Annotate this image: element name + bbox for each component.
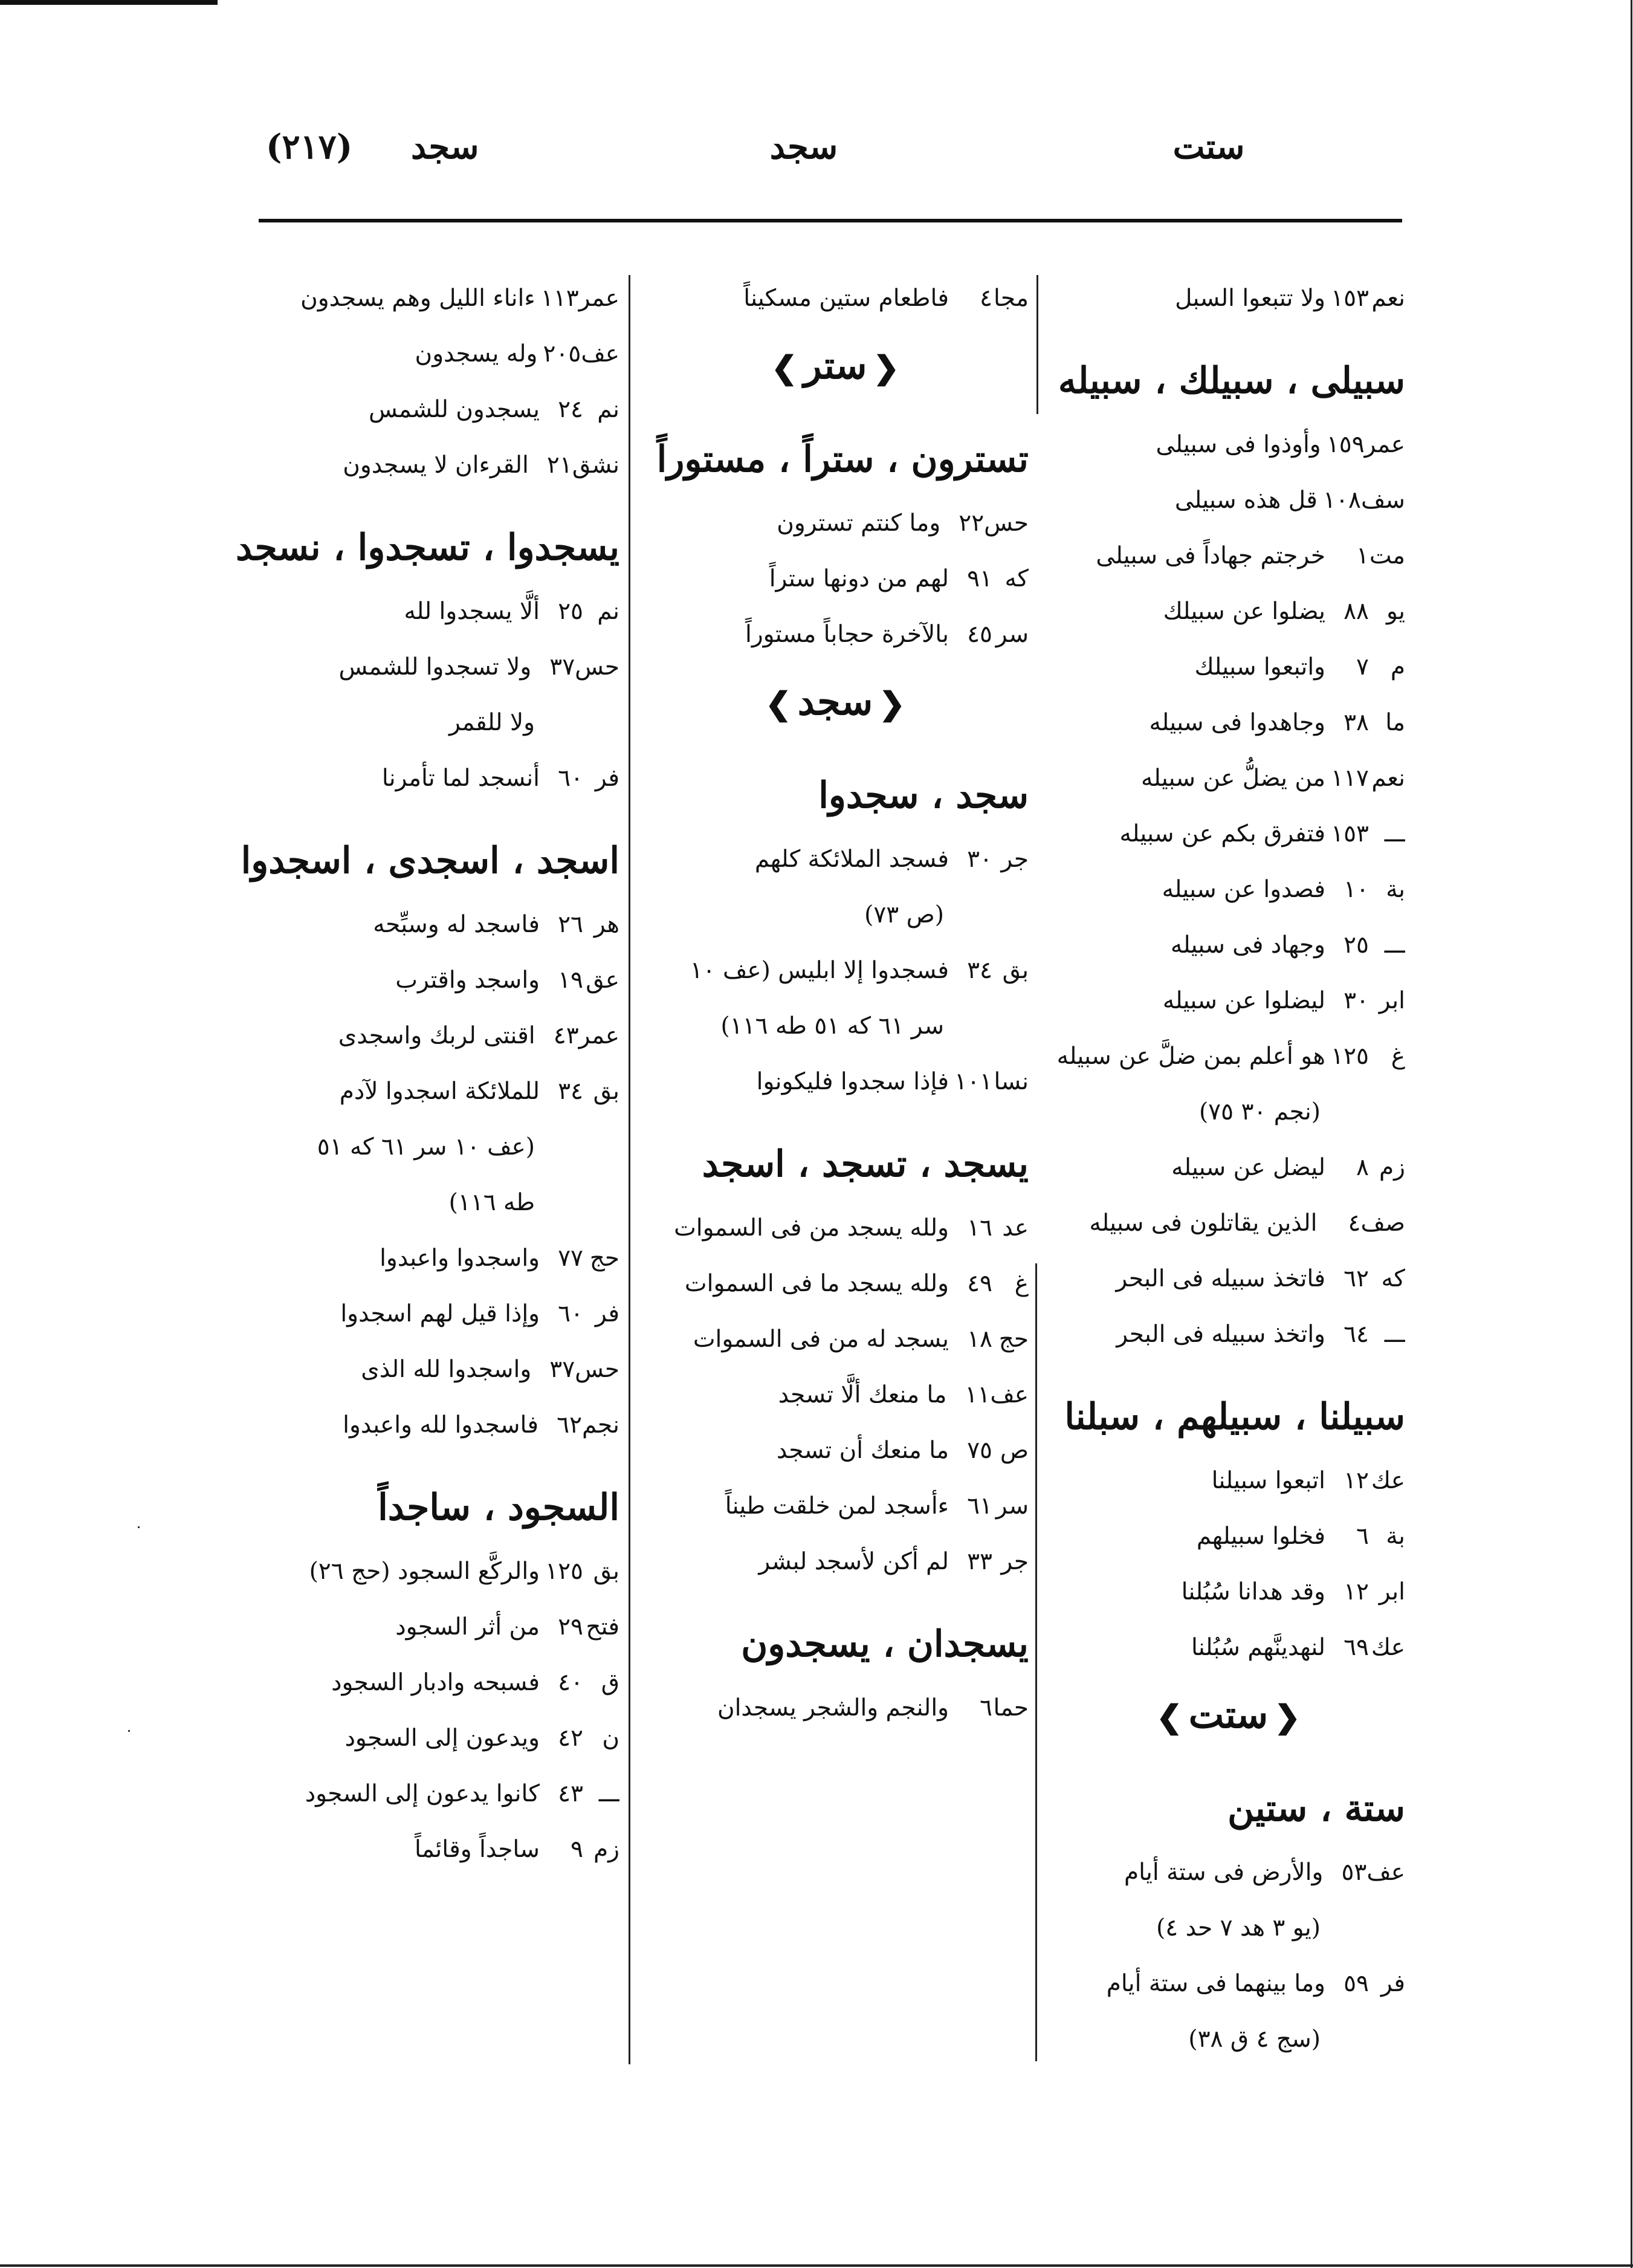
surah-abbrev: بق bbox=[593, 1558, 619, 1585]
verse-excerpt: وما كنتم تسترون bbox=[777, 510, 941, 537]
surah-abbrev: فر bbox=[595, 1300, 619, 1327]
verse-excerpt: الذين يقاتلون فى سبيله bbox=[1089, 1210, 1318, 1237]
right-column bbox=[1052, 271, 1405, 2067]
word-form-heading: السجود ، ساجداً bbox=[378, 1486, 619, 1529]
index-entry bbox=[233, 751, 619, 806]
index-entry bbox=[1052, 1509, 1405, 1564]
verse-number: ٤٣ bbox=[553, 1022, 579, 1049]
surah-abbrev: جر bbox=[1001, 1548, 1029, 1575]
surah-abbrev: عف bbox=[990, 1381, 1029, 1408]
surah-abbrev: بة bbox=[1386, 1523, 1405, 1550]
verse-excerpt: ولا تسجدوا للشمس bbox=[338, 653, 532, 681]
verse-number: ١١٣ bbox=[540, 285, 579, 312]
verse-number: ٦ bbox=[980, 1694, 992, 1722]
index-entry bbox=[233, 1231, 619, 1286]
index-entry bbox=[233, 1822, 619, 1878]
entry-continuation: (نجم ٣٠ ٧٥) bbox=[1198, 1098, 1321, 1126]
verse-excerpt: فخلوا سبيلهم bbox=[1196, 1523, 1325, 1550]
surah-abbrev: حس bbox=[575, 1356, 619, 1383]
surah-abbrev: سر bbox=[995, 621, 1029, 648]
verse-number: ٦٢ bbox=[1344, 1265, 1369, 1292]
verse-excerpt: اقنتى لربك واسجدى bbox=[338, 1022, 535, 1049]
verse-excerpt: أنسجد لما تأمرنا bbox=[381, 765, 540, 792]
verse-excerpt: ولا تتبعوا السبل bbox=[1175, 285, 1325, 312]
scan-speck bbox=[128, 1730, 130, 1732]
verse-excerpt: فاسجد له وسبِّحه bbox=[373, 911, 540, 938]
verse-number: ٩ bbox=[571, 1836, 583, 1863]
index-entry bbox=[1052, 584, 1405, 640]
column-separator bbox=[1036, 275, 1038, 414]
surah-abbrev: عمر bbox=[578, 285, 619, 312]
verse-excerpt: ءأسجد لمن خلقت طيناً bbox=[725, 1492, 949, 1520]
spacer bbox=[642, 741, 1029, 759]
index-entry bbox=[233, 1064, 619, 1119]
surah-abbrev: ـــ bbox=[598, 1780, 619, 1807]
bottom-border bbox=[0, 2264, 1633, 2267]
root-heading bbox=[642, 326, 1029, 405]
surah-abbrev: حج bbox=[998, 1326, 1029, 1353]
index-entry bbox=[642, 832, 1029, 887]
index-entry bbox=[1052, 918, 1405, 973]
spacer bbox=[1052, 326, 1405, 345]
index-entry bbox=[233, 382, 619, 438]
verse-number: ٢٥ bbox=[558, 598, 583, 625]
verse-excerpt: وما بينهما فى ستة أيام bbox=[1106, 1970, 1325, 1997]
surah-abbrev: زم bbox=[593, 1836, 619, 1863]
surah-abbrev: غ bbox=[1391, 1043, 1405, 1070]
verse-number: ٨٨ bbox=[1344, 598, 1369, 625]
header-left-word: سجد bbox=[411, 127, 479, 167]
surah-abbrev: كه bbox=[1381, 1265, 1405, 1292]
verse-number: ٦٤ bbox=[1344, 1321, 1369, 1348]
verse-number: ١٩ bbox=[558, 967, 583, 994]
surah-abbrev: ن bbox=[602, 1725, 619, 1752]
verse-number: ١٥٣ bbox=[1331, 820, 1369, 847]
index-entry bbox=[233, 438, 619, 493]
verse-number: ٢٩ bbox=[558, 1613, 583, 1641]
verse-number: ٦٠ bbox=[558, 765, 583, 792]
surah-abbrev: هر bbox=[593, 911, 619, 938]
verse-number: ٦١ bbox=[967, 1492, 992, 1520]
verse-excerpt: ساجداً وقائماً bbox=[414, 1836, 540, 1863]
index-entry bbox=[1052, 1307, 1405, 1362]
surah-abbrev: ـــ bbox=[1384, 932, 1405, 959]
surah-abbrev: عك bbox=[1371, 1467, 1405, 1494]
index-entry bbox=[1052, 417, 1405, 473]
index-entry bbox=[1052, 695, 1405, 751]
ornament-right-icon: ❮ bbox=[879, 685, 905, 722]
verse-excerpt: ما منعك ألَّا تسجد bbox=[778, 1381, 947, 1408]
entry-continuation: ولا للقمر bbox=[448, 709, 535, 736]
index-entry bbox=[233, 1342, 619, 1398]
verse-excerpt: فسبحه وادبار السجود bbox=[331, 1669, 540, 1696]
index-entry bbox=[642, 271, 1029, 326]
verse-excerpt: يسجدون للشمس bbox=[368, 396, 540, 423]
verse-number: ١٨ bbox=[967, 1326, 992, 1353]
index-entry bbox=[233, 1711, 619, 1766]
verse-excerpt: يضلوا عن سبيلك bbox=[1163, 598, 1325, 625]
header-right-word: ستت bbox=[1172, 127, 1245, 167]
verse-number: ٢٢ bbox=[959, 510, 985, 537]
verse-number: ٣٨ bbox=[1344, 709, 1369, 736]
surah-abbrev: حس bbox=[575, 653, 619, 681]
verse-number: ٤٠ bbox=[558, 1669, 583, 1696]
verse-excerpt: ألَّا يسجدوا لله bbox=[404, 598, 540, 625]
verse-number: ٤ bbox=[1348, 1210, 1361, 1237]
verse-number: ٣٤ bbox=[558, 1078, 583, 1105]
word-form-heading: سجد ، سجدوا bbox=[818, 774, 1029, 817]
word-form-heading: تسترون ، ستراً ، مستوراً bbox=[656, 438, 1029, 481]
index-entry bbox=[1052, 1564, 1405, 1620]
surah-abbrev: صف bbox=[1360, 1210, 1405, 1237]
verse-number: ١٦ bbox=[967, 1214, 992, 1242]
verse-excerpt: فصدوا عن سبيله bbox=[1162, 876, 1325, 903]
verse-number: ١٠١ bbox=[954, 1068, 992, 1095]
surah-abbrev: ص bbox=[1000, 1437, 1029, 1464]
index-entry bbox=[1052, 1140, 1405, 1196]
surah-abbrev: ـــ bbox=[1384, 820, 1405, 847]
verse-excerpt: وأوذوا فى سبيلى bbox=[1156, 431, 1321, 458]
verse-number: ٥٣ bbox=[1341, 1859, 1367, 1886]
index-entry bbox=[233, 1599, 619, 1655]
index-entry bbox=[1052, 1956, 1405, 2012]
verse-excerpt: واسجدوا واعبدوا bbox=[380, 1245, 540, 1272]
ornament-left-icon: ❯ bbox=[765, 685, 792, 722]
verse-number: ٦٠ bbox=[558, 1300, 583, 1327]
entry-continuation: طه ١١٦) bbox=[448, 1189, 535, 1216]
index-entry bbox=[233, 897, 619, 953]
verse-number: ١٢ bbox=[1344, 1467, 1369, 1494]
index-entry bbox=[642, 607, 1029, 663]
verse-number: ٢٥ bbox=[1344, 932, 1369, 959]
index-entry bbox=[233, 1655, 619, 1711]
verse-number: ٣٠ bbox=[1344, 987, 1369, 1014]
index-entry bbox=[233, 1544, 619, 1599]
left-column bbox=[233, 271, 619, 1878]
verse-number: ١٠٨ bbox=[1323, 487, 1361, 514]
index-entry bbox=[1052, 751, 1405, 806]
surah-abbrev: حس bbox=[984, 510, 1029, 537]
top-edge-bar bbox=[0, 0, 218, 5]
verse-excerpt: يسجد له من فى السموات bbox=[693, 1326, 949, 1353]
verse-number: ١ bbox=[1356, 542, 1369, 569]
surah-abbrev: زم bbox=[1379, 1154, 1405, 1181]
verse-excerpt: القرءان لا يسجدون bbox=[343, 452, 529, 479]
verse-number: ٦٢ bbox=[557, 1411, 582, 1439]
word-form-heading: ستة ، ستين bbox=[1227, 1787, 1405, 1830]
index-entry bbox=[233, 1398, 619, 1453]
ornament-left-icon: ❯ bbox=[1156, 1699, 1183, 1735]
word-form-heading: اسجد ، اسجدى ، اسجدوا bbox=[241, 840, 619, 882]
page-number: (٢١٧) bbox=[266, 127, 353, 167]
index-entry bbox=[1052, 1196, 1405, 1251]
verse-number: ٨ bbox=[1356, 1154, 1369, 1181]
index-entry bbox=[233, 271, 619, 326]
index-entry bbox=[233, 953, 619, 1008]
verse-excerpt: للملائكة اسجدوا لآدم bbox=[339, 1078, 540, 1105]
column-separator bbox=[629, 275, 630, 2064]
index-entry bbox=[642, 551, 1029, 607]
verse-number: ٢١ bbox=[546, 452, 572, 479]
verse-excerpt: فاسجدوا لله واعبدوا bbox=[343, 1411, 538, 1439]
spacer bbox=[642, 405, 1029, 423]
verse-excerpt: واسجدوا لله الذى bbox=[361, 1356, 532, 1383]
spacer bbox=[1052, 1362, 1405, 1381]
surah-abbrev: بق bbox=[593, 1078, 619, 1105]
surah-abbrev: جر bbox=[1001, 846, 1029, 873]
verse-number: ٩١ bbox=[967, 565, 992, 592]
verse-excerpt: فاطعام ستين مسكيناً bbox=[743, 285, 949, 312]
surah-abbrev: يو bbox=[1386, 598, 1405, 625]
surah-abbrev: بق bbox=[1002, 957, 1029, 984]
surah-abbrev: ما bbox=[1385, 709, 1405, 736]
verse-number: ٥٩ bbox=[1344, 1970, 1369, 1997]
word-form-heading: يسجدوا ، تسجدوا ، نسجد bbox=[236, 526, 619, 569]
verse-number: ٣٧ bbox=[549, 653, 575, 681]
verse-number: ٣٣ bbox=[967, 1548, 992, 1575]
middle-column bbox=[642, 271, 1029, 1736]
index-entry bbox=[642, 1534, 1029, 1590]
index-entry bbox=[642, 943, 1029, 999]
root-word: سجد bbox=[797, 679, 873, 724]
verse-excerpt: واسجد واقترب bbox=[395, 967, 540, 994]
surah-abbrev: ق bbox=[601, 1669, 619, 1696]
index-entry bbox=[1052, 528, 1405, 584]
verse-number: ٤٩ bbox=[967, 1270, 992, 1297]
index-entry bbox=[233, 326, 619, 382]
verse-excerpt: فتفرق بكم عن سبيله bbox=[1119, 820, 1325, 847]
verse-number: ٦ bbox=[1356, 1523, 1369, 1550]
ornament-right-icon: ❮ bbox=[1274, 1699, 1301, 1735]
verse-excerpt: وله يسجدون bbox=[415, 340, 538, 368]
verse-excerpt: والركَّع السجود (حج ٢٦) bbox=[309, 1558, 540, 1585]
index-entry bbox=[1052, 806, 1405, 862]
verse-excerpt: وجاهدوا فى سبيله bbox=[1149, 709, 1325, 736]
index-entry bbox=[233, 1766, 619, 1822]
entry-continuation: (يو ٣ هد ٧ حد ٤) bbox=[1156, 1914, 1321, 1942]
surah-abbrev: عك bbox=[1371, 1634, 1405, 1661]
verse-excerpt: ما منعك أن تسجد bbox=[776, 1437, 949, 1464]
verse-number: ٦٩ bbox=[1344, 1634, 1369, 1661]
surah-abbrev: عق bbox=[586, 967, 619, 994]
index-entry bbox=[1052, 1845, 1405, 1900]
spacer bbox=[1052, 1754, 1405, 1772]
index-entry bbox=[642, 1423, 1029, 1479]
surah-abbrev: ابر bbox=[1379, 1578, 1405, 1605]
verse-number: ٧٧ bbox=[558, 1245, 583, 1272]
header-rule bbox=[259, 219, 1402, 222]
verse-number: ١٢٥ bbox=[1331, 1043, 1369, 1070]
spacer bbox=[642, 1110, 1029, 1128]
surah-abbrev: ـــ bbox=[1384, 1321, 1405, 1348]
verse-excerpt: وإذا قيل لهم اسجدوا bbox=[340, 1300, 540, 1327]
verse-excerpt: قل هذه سبيلى bbox=[1174, 487, 1318, 514]
verse-number: ٣٧ bbox=[549, 1356, 575, 1383]
surah-abbrev: عف bbox=[581, 340, 619, 368]
index-entry bbox=[233, 640, 619, 695]
surah-abbrev: نعم bbox=[1371, 765, 1405, 792]
verse-excerpt: اتبعوا سبيلنا bbox=[1211, 1467, 1325, 1494]
index-entry bbox=[1052, 640, 1405, 695]
verse-excerpt: ويدعون إلى السجود bbox=[344, 1725, 540, 1752]
index-entry bbox=[233, 1286, 619, 1342]
root-heading bbox=[642, 663, 1029, 741]
index-entry bbox=[642, 1312, 1029, 1367]
verse-excerpt: فسجد الملائكة كلهم bbox=[754, 846, 949, 873]
ornament-right-icon: ❮ bbox=[873, 349, 900, 386]
verse-excerpt: لهم من دونها ستراً bbox=[769, 565, 949, 592]
verse-number: ١١٧ bbox=[1331, 765, 1369, 792]
surah-abbrev: فتح bbox=[586, 1613, 619, 1641]
verse-excerpt: واتبعوا سبيلك bbox=[1194, 653, 1325, 681]
index-entry bbox=[1052, 973, 1405, 1029]
scan-speck bbox=[138, 1526, 140, 1528]
verse-excerpt: كانوا يدعون إلى السجود bbox=[305, 1780, 540, 1807]
verse-number: ٤ bbox=[980, 285, 992, 312]
surah-abbrev: عمر bbox=[578, 1022, 619, 1049]
verse-excerpt: خرجتم جهاداً فى سبيلى bbox=[1096, 542, 1325, 569]
verse-excerpt: وجهاد فى سبيله bbox=[1170, 932, 1325, 959]
verse-number: ١٢ bbox=[1344, 1578, 1369, 1605]
verse-number: ٤٣ bbox=[558, 1780, 583, 1807]
verse-number: ٢٤ bbox=[558, 396, 583, 423]
word-form-heading: يسجد ، تسجد ، اسجد bbox=[702, 1143, 1029, 1185]
verse-excerpt: وقد هدانا سُبُلنا bbox=[1181, 1578, 1325, 1605]
verse-excerpt: واتخذ سبيله فى البحر bbox=[1116, 1321, 1325, 1348]
verse-excerpt: فسجدوا إلا ابليس (عف ١٠ bbox=[690, 957, 949, 984]
surah-abbrev: نشق bbox=[572, 452, 619, 479]
verse-excerpt: لم أكن لأسجد لبشر bbox=[758, 1548, 949, 1575]
surah-abbrev: بة bbox=[1386, 876, 1405, 903]
verse-excerpt: بالآخرة حجاباً مستوراً bbox=[745, 621, 949, 648]
surah-abbrev: حج bbox=[589, 1245, 619, 1272]
surah-abbrev: حما bbox=[993, 1694, 1029, 1722]
surah-abbrev: عف bbox=[1366, 1859, 1405, 1886]
verse-number: ١٥٣ bbox=[1331, 285, 1369, 312]
surah-abbrev: م bbox=[1390, 653, 1405, 681]
root-word: ستر bbox=[803, 343, 867, 387]
verse-number: ١١ bbox=[965, 1381, 991, 1408]
verse-excerpt: ولله يسجد ما فى السموات bbox=[684, 1270, 949, 1297]
verse-number: ٣٠ bbox=[967, 846, 992, 873]
verse-excerpt: فاتخذ سبيله فى البحر bbox=[1116, 1265, 1325, 1292]
surah-abbrev: عمر bbox=[1364, 431, 1405, 458]
ornament-left-icon: ❯ bbox=[771, 349, 798, 386]
surah-abbrev: غ bbox=[1014, 1270, 1029, 1297]
surah-abbrev: سف bbox=[1360, 487, 1405, 514]
index-entry bbox=[1052, 862, 1405, 918]
surah-abbrev: فر bbox=[1380, 1970, 1405, 1997]
surah-abbrev: نجم bbox=[582, 1411, 619, 1439]
surah-abbrev: مت bbox=[1369, 542, 1405, 569]
index-entry bbox=[1052, 1620, 1405, 1676]
surah-abbrev: كه bbox=[1004, 565, 1029, 592]
surah-abbrev: فر bbox=[595, 765, 619, 792]
verse-excerpt: ليضل عن سبيله bbox=[1171, 1154, 1325, 1181]
index-entry bbox=[642, 496, 1029, 551]
entry-continuation: (ص ٧٣) bbox=[864, 901, 944, 928]
verse-excerpt: لنهدينَّهم سُبُلنا bbox=[1191, 1634, 1325, 1661]
verse-excerpt: فإذا سجدوا فليكونوا bbox=[756, 1068, 949, 1095]
index-entry bbox=[1052, 473, 1405, 528]
verse-excerpt: ليضلوا عن سبيله bbox=[1162, 987, 1325, 1014]
verse-number: ١٢٥ bbox=[545, 1558, 583, 1585]
verse-excerpt: والنجم والشجر يسجدان bbox=[717, 1694, 949, 1722]
spacer bbox=[233, 493, 619, 511]
verse-number: ٧٥ bbox=[967, 1437, 992, 1464]
column-separator bbox=[1035, 1263, 1037, 2061]
entry-continuation: سر ٦١ كه ٥١ طه ١١٦) bbox=[720, 1012, 944, 1040]
index-entry bbox=[642, 1680, 1029, 1736]
word-form-heading: سبيلى ، سبيلك ، سبيله bbox=[1058, 360, 1405, 402]
surah-abbrev: نم bbox=[597, 396, 619, 423]
verse-number: ٢٠٥ bbox=[543, 340, 581, 368]
root-heading bbox=[1052, 1676, 1405, 1754]
verse-number: ٤٢ bbox=[558, 1725, 583, 1752]
surah-abbrev: مجا bbox=[994, 285, 1029, 312]
verse-number: ٣٤ bbox=[967, 957, 992, 984]
index-entry bbox=[642, 1200, 1029, 1256]
surah-abbrev: نعم bbox=[1371, 285, 1405, 312]
index-entry bbox=[233, 584, 619, 640]
surah-abbrev: ابر bbox=[1379, 987, 1405, 1014]
right-border bbox=[1631, 0, 1632, 2268]
verse-excerpt: من أثر السجود bbox=[395, 1613, 540, 1641]
verse-number: ٢٦ bbox=[558, 911, 583, 938]
index-entry bbox=[1052, 1029, 1405, 1084]
header-left bbox=[266, 127, 580, 181]
verse-number: ٧ bbox=[1356, 653, 1369, 681]
verse-number: ٤٥ bbox=[967, 621, 992, 648]
surah-abbrev: سر bbox=[995, 1492, 1029, 1520]
spacer bbox=[233, 806, 619, 825]
verse-excerpt: هو أعلم بمن ضلَّ عن سبيله bbox=[1056, 1043, 1325, 1070]
word-form-heading: سبيلنا ، سبيلهم ، سبلنا bbox=[1064, 1396, 1405, 1438]
surah-abbrev: نم bbox=[597, 598, 619, 625]
surah-abbrev: نسا bbox=[994, 1068, 1029, 1095]
verse-excerpt: ءاناء الليل وهم يسجدون bbox=[300, 285, 535, 312]
verse-excerpt: ولله يسجد من فى السموات bbox=[674, 1214, 949, 1242]
index-entry bbox=[1052, 1453, 1405, 1509]
verse-number: ١٠ bbox=[1344, 876, 1369, 903]
index-entry bbox=[642, 1367, 1029, 1423]
header-middle-word: سجد bbox=[769, 127, 838, 167]
spacer bbox=[233, 1453, 619, 1471]
index-entry bbox=[642, 1054, 1029, 1110]
index-entry bbox=[1052, 1251, 1405, 1307]
index-entry bbox=[233, 1008, 619, 1064]
entry-continuation: (عف ١٠ سر ٦١ كه ٥١ bbox=[317, 1133, 535, 1161]
root-word: ستت bbox=[1188, 1693, 1269, 1737]
entry-continuation: (سج ٤ ق ٣٨) bbox=[1188, 2026, 1321, 2053]
index-entry bbox=[642, 1256, 1029, 1312]
index-entry bbox=[642, 1479, 1029, 1534]
index-entry bbox=[1052, 271, 1405, 326]
surah-abbrev: عد bbox=[1002, 1214, 1029, 1242]
verse-excerpt: من يضلُّ عن سبيله bbox=[1141, 765, 1325, 792]
word-form-heading: يسجدان ، يسجدون bbox=[741, 1623, 1029, 1665]
verse-excerpt: والأرض فى ستة أيام bbox=[1124, 1859, 1324, 1886]
spacer bbox=[642, 1590, 1029, 1608]
verse-number: ١٥٩ bbox=[1326, 431, 1365, 458]
